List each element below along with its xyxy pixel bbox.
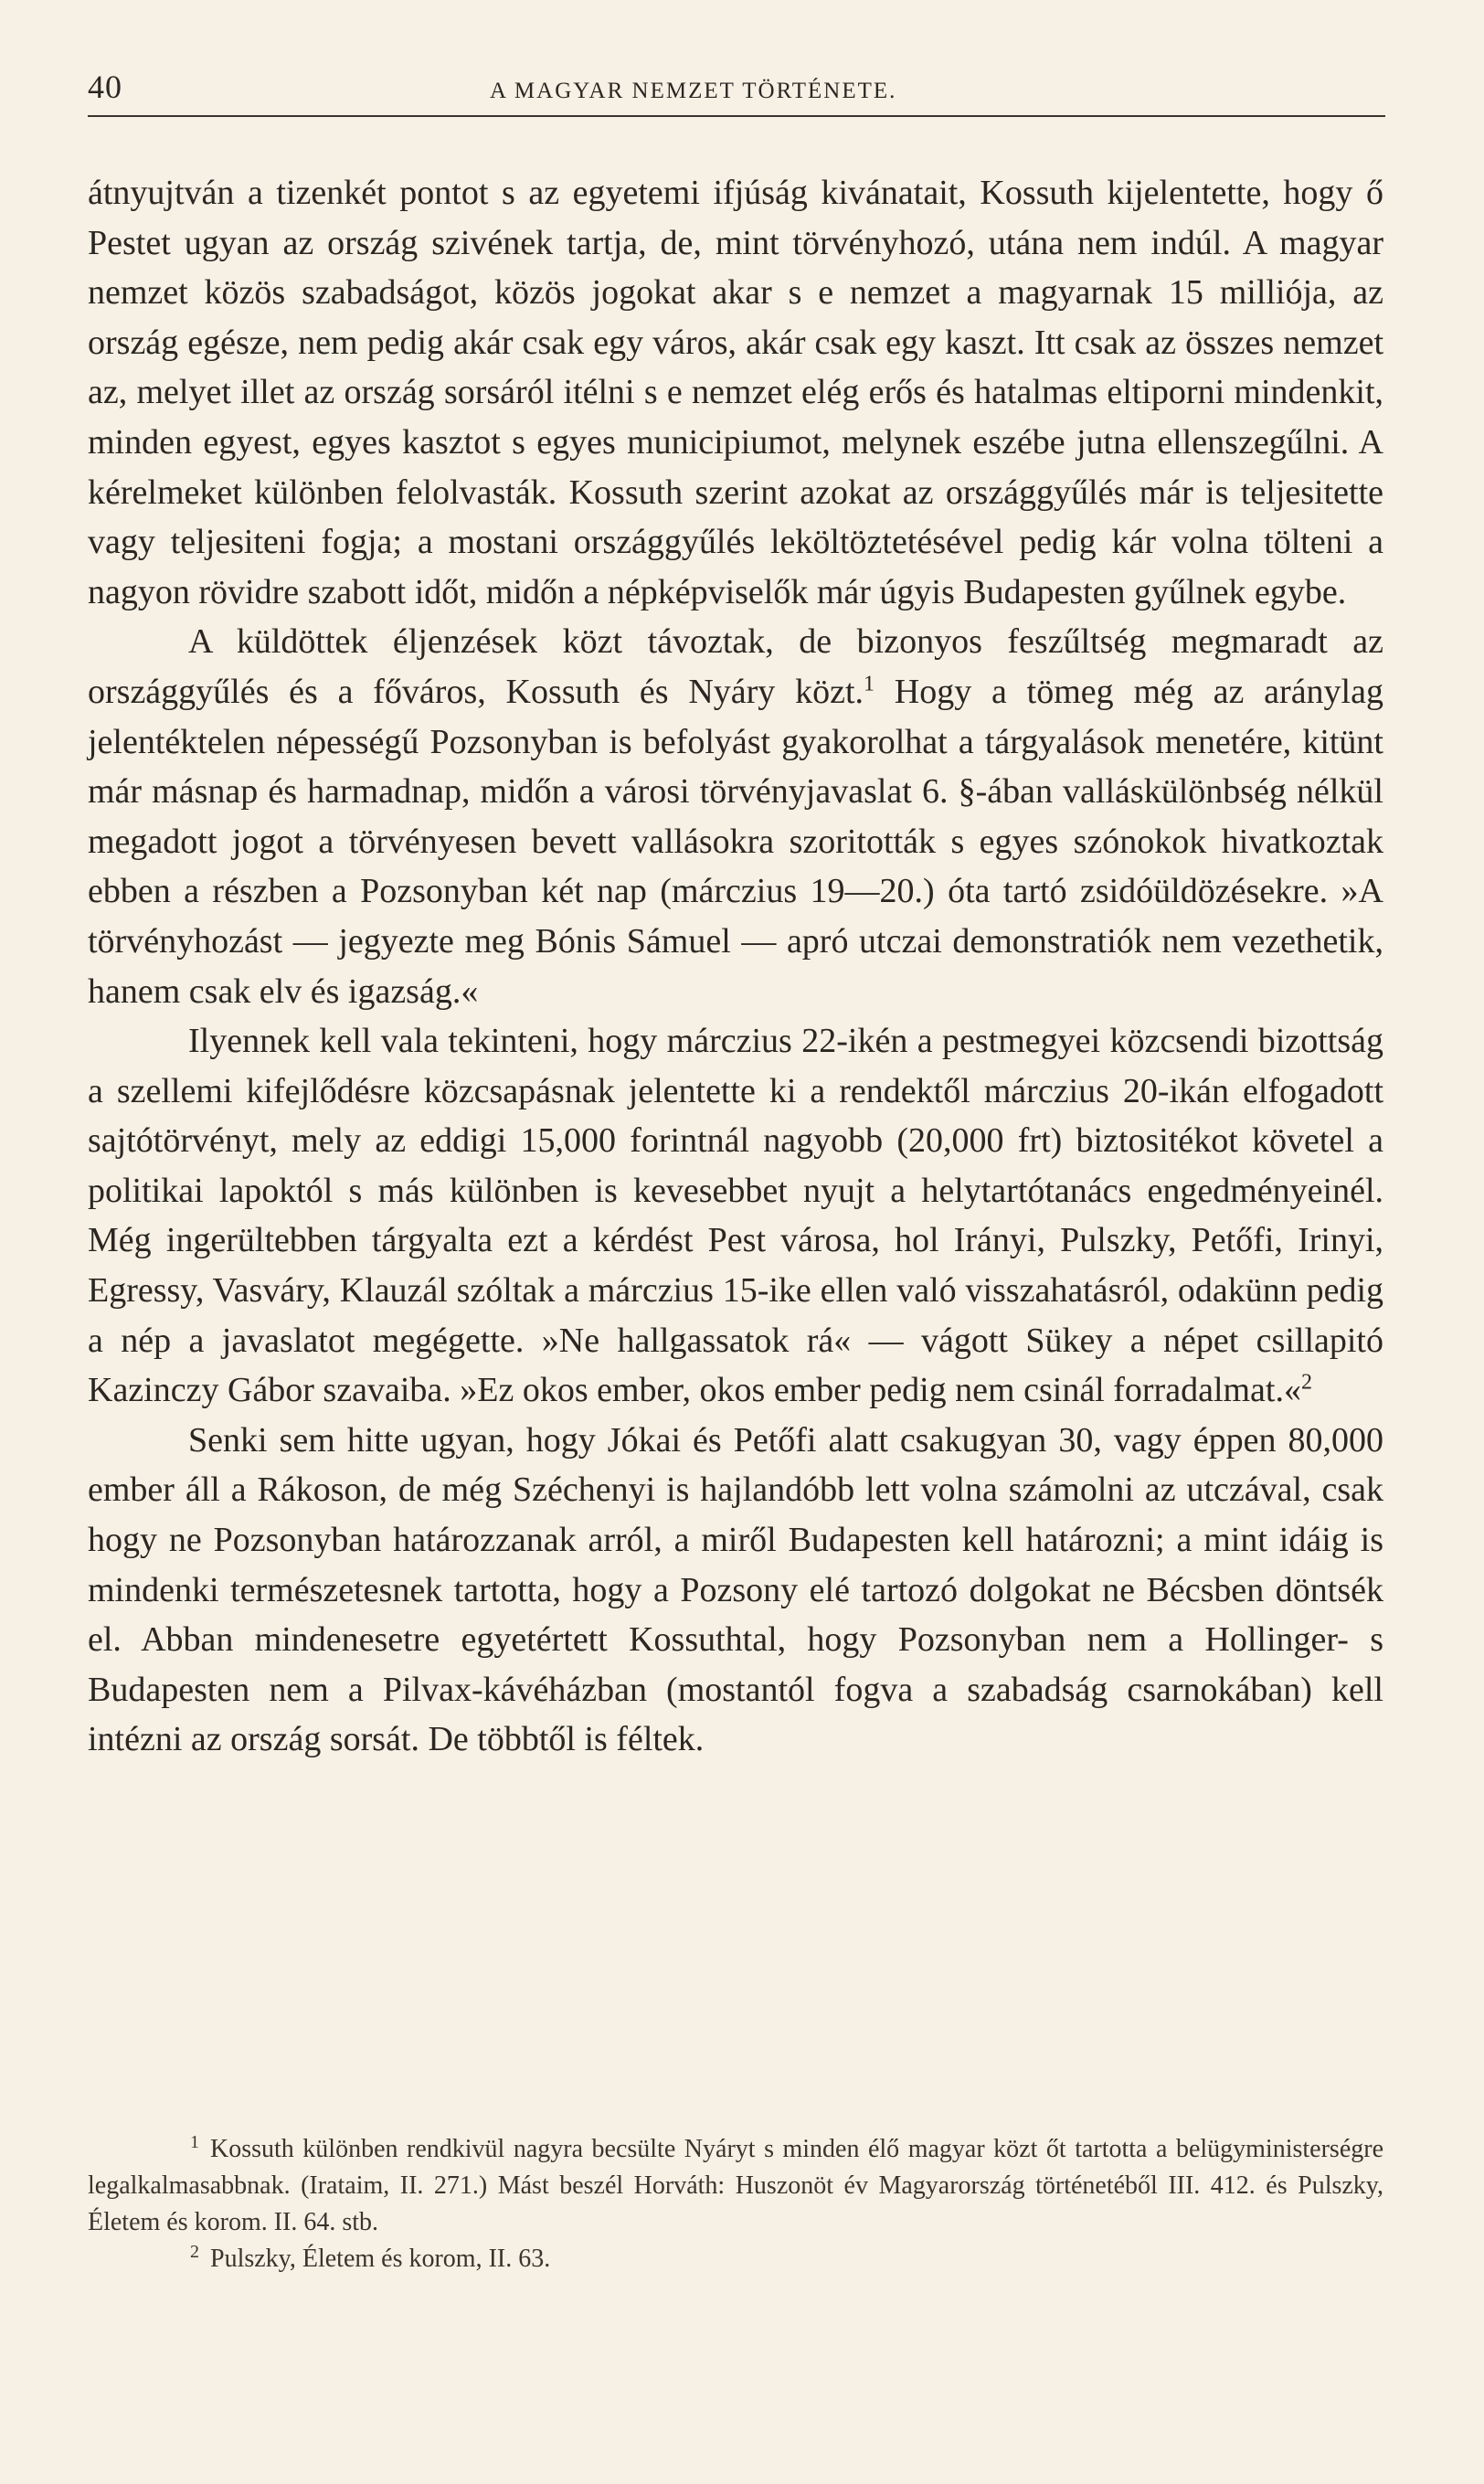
footnote-2-text: Pulszky, Életem és korom, II. 63. — [210, 2245, 551, 2273]
footnote-1-text: Kossuth különben rendkivül nagyra becsülte Nyáryt s minden élő magyar közt őt tartotta a belügyministerségre legalkalmasabbnak. (Irataim, II. 271.) Mást beszél Horváth: Huszonöt év Magyarország történetéből III. 412. és Pulszky, Életem és korom. II. 64. stb. — [88, 2135, 1383, 2236]
paragraph-2 — [88, 617, 1383, 1016]
paragraph-4: Senki sem hitte ugyan, hogy Jókai és Petőfi alatt csakugyan 30, vagy éppen 80,000 ember áll a Rákoson, de még Széchenyi is hajlandóbb lett volna számolni az utczával, csak hogy ne Pozsonyban határozzanak arról, a miről Budapesten kell határozni; a mint idáig is mindenki természetesnek tartotta, hogy a Pozsony elé tartozó dolgokat ne Bécsben döntsék el. Abban mindenesetre egyetértett Kossuthtal, hogy Pozsonyban nem a Hollinger- s Budapesten nem a Pilvax-kávéházban (mostantól fogva a szabadság csarnokában) kell intézni az ország sorsát. De többtől is féltek. — [88, 1420, 1383, 1759]
footnote-1 — [88, 2131, 1383, 2241]
footnotes — [88, 2131, 1383, 2277]
footnote-2-number: 2 — [190, 2241, 199, 2262]
footnote-reference-2: 2 — [1300, 1370, 1312, 1395]
paragraph-2-text-b: Hogy a tömeg még az aránylag jelentéktelen népességű Pozsonyban is befolyást gyakorolhat a tárgyalások menetére, kitünt már másnap és harmadnap, midőn a városi törvényjavaslat 6. §-ában valláskülönbség nélkül megadott jogot a törvényesen bevett vallásokra szoritották s egyes szónokok hivatkoztak ebben a részben a Pozsonyban két nap (márczius 19—20.) óta tartó zsidóüldözésekre. »A törvényhozást — jegyezte meg Bónis Sámuel — apró utczai demonstratiók nem vezethetik, hanem csak elv és igazság.« — [88, 672, 1383, 1011]
paragraph-3 — [88, 1016, 1383, 1416]
paragraph-2-text-a: A küldöttek éljenzések közt távoztak, de bizonyos feszűltség megmaradt az országgyűlés és a főváros, Kossuth és Nyáry közt. — [88, 622, 1383, 711]
running-title: A MAGYAR NEMZET TÖRTÉNETE. — [490, 79, 897, 103]
footnote-reference-1: 1 — [864, 672, 874, 696]
page-number: 40 — [88, 69, 122, 105]
footnote-1-number: 1 — [190, 2131, 199, 2152]
paragraph-1: átnyujtván a tizenkét pontot s az egyetemi ifjúság kivánatait, Kossuth kijelentette, hogy ő Pestet ugyan az ország szivének tartja, de, mint törvényhozó, utána nem indúl. A magyar nemzet közös szabadságot, közös jogokat akar s e nemzet a magyarnak 15 milliója, az ország egésze, nem pedig akár csak egy város, akár csak egy kaszt. Itt csak az összes nemzet az, melyet illet az ország sorsáról itélni s e nemzet elég erős és hatalmas eltiporni mindenkit, minden egyest, egyes kasztot s egyes municipiumot, melynek eszébe jutna ellenszegűlni. A kérelmeket különben felolvasták. Kossuth szerint azokat az országgyűlés már is teljesitette vagy teljesiteni fogja; a mostani országgyűlés leköltöztetésével pedig kár volna tölteni a nagyon rövidre szabott időt, midőn a népképviselők már úgyis Budapesten gyűlnek egybe. — [88, 174, 1383, 611]
page-header — [88, 68, 1385, 117]
footnote-2 — [88, 2241, 1383, 2277]
paragraph-3-text: Ilyennek kell vala tekinteni, hogy márczius 22-ikén a pestmegyei közcsendi bizottság a szellemi kifejlődésre közcsapásnak jelentette ki a rendektől márczius 20-ikán elfogadott sajtótörvényt, mely az eddigi 15,000 forintnál nagyobb (20,000 frt) biztositékot követel a politikai lapoktól s más különben is kevesebbet nyujt a helytartótanács engedményeinél. Még ingerültebben tárgyalta ezt a kérdést Pest városa, hol Irányi, Pulszky, Petőfi, Irinyi, Egressy, Vasváry, Klauzál szóltak a márczius 15-ike ellen való visszahatásról, odakünn pedig a nép a javaslatot megégette. »Ne hallgassatok rá« — vágott Sükey a népet csillapitó Kazinczy Gábor szavaiba. »Ez okos ember, okos ember pedig nem csinál forradalmat.« — [88, 1022, 1383, 1410]
body-text — [88, 168, 1383, 1765]
